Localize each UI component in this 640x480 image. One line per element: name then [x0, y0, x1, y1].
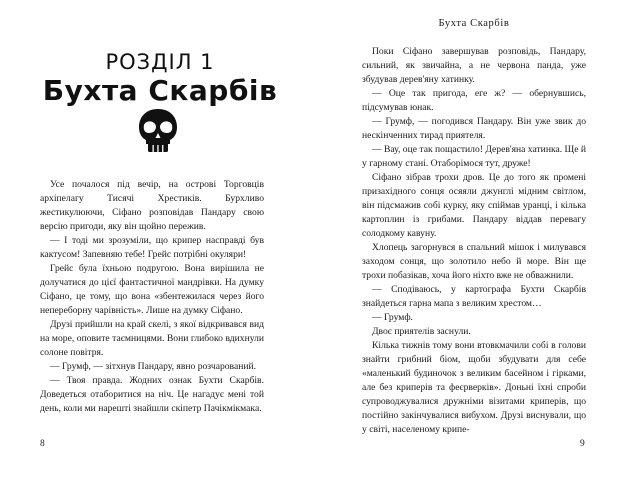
paragraph: Поки Сіфано завершував розповідь, Пандару, сильний, як звичайна, а не червона панда, уже збудував дерев'яну хатинку. [362, 46, 586, 85]
paragraph: — Грумф. [372, 312, 413, 323]
page-number-left: 8 [40, 439, 45, 449]
chapter-number: РОЗДІЛ 1 [105, 50, 215, 74]
skull-icon [137, 108, 179, 154]
right-body-text [362, 45, 586, 437]
left-body-text [40, 178, 264, 416]
paragraph: — Грумф, — зітхнув Пандару, явно розчарований. [50, 361, 257, 372]
paragraph: — Вау, оце так пощастило! Дерев'яна хатинка. Ще й у гарному стані. Отаборімося тут, друже! [362, 144, 586, 169]
paragraph: Друзі прийшли на край скелі, з якої відкривався вид на море, оповите таємницями. Вони глибоко вдихнули солоне повітря. [40, 319, 264, 358]
paragraph: — Твоя правда. Жодних ознак Бухти Скарбів. Доведеться отаборитися на ніч. Це нагадує мені той день, коли ми нарешті знайшли скіпетр Пачікмікмака. [40, 375, 264, 414]
paragraph: Хлопець загорнувся в спальний мішок і милувався заходом сонця, що золотило небо й море. Він ще трохи побазікав, хоча його ніхто вже не обважнили. [362, 242, 586, 281]
running-head: Бухта Скарбів [438, 18, 510, 29]
paragraph: — Оце так пригода, еге ж? — обернувшись, підсумував юнак. [362, 88, 586, 113]
paragraph: Двоє приятелів заснули. [372, 326, 471, 337]
paragraph: Грейс була їхньою подругою. Вона вирішила не долучатися до цієї фантастичної мандрівки. На думку Сіфано, це тому, що вона «збентежилася через його непереборну чарівність». Лише на думку Сіфано. [40, 263, 264, 316]
paragraph: — Сподіваюсь, у картографа Бухти Скарбів знайдеться гарна мапа з великим хрестом… [362, 284, 586, 309]
paragraph: — І тоді ми зрозуміли, що крипер насправді був кактусом! Запевняю тебе! Грейс потрібні окуляри! [40, 235, 264, 260]
paragraph: Кілька тижнів тому вони втовкмачили собі в голови знайти грибний біом, щоби збудувати для себе «маленький будиночок з великим басейном і гірками, але без криперів та феєрверків». Доньні їхні спроби супроводжувалися дружніми візитами криперів, що постійно закінчувалися вибухом. Друзі виснували, що у світі, населеному крипе- [362, 340, 586, 435]
paragraph: Сіфано зібрав трохи дров. Це до того як промені призахідного сонця осяяли джунглі мідним світлом, він підсмажив собі курку, яку спіймав уранці, і кілька картоплин із грибами. Пандару віддав перевагу солодкому кавуну. [362, 172, 586, 239]
chapter-title: Бухта Скарбів [42, 74, 278, 107]
paragraph: — Грумф, — погодився Пандару. Він уже звик до нескінченних тирад приятеля. [362, 116, 586, 141]
page-number-right: 9 [580, 439, 585, 449]
paragraph: Усе почалося під вечір, на острові Торговців архіпелагу Тисячі Хрестиків. Бурхливо жестикулюючи, Сіфано розповідав Пандару свою версію пригоди, яку він щойно пережив. [40, 179, 264, 232]
